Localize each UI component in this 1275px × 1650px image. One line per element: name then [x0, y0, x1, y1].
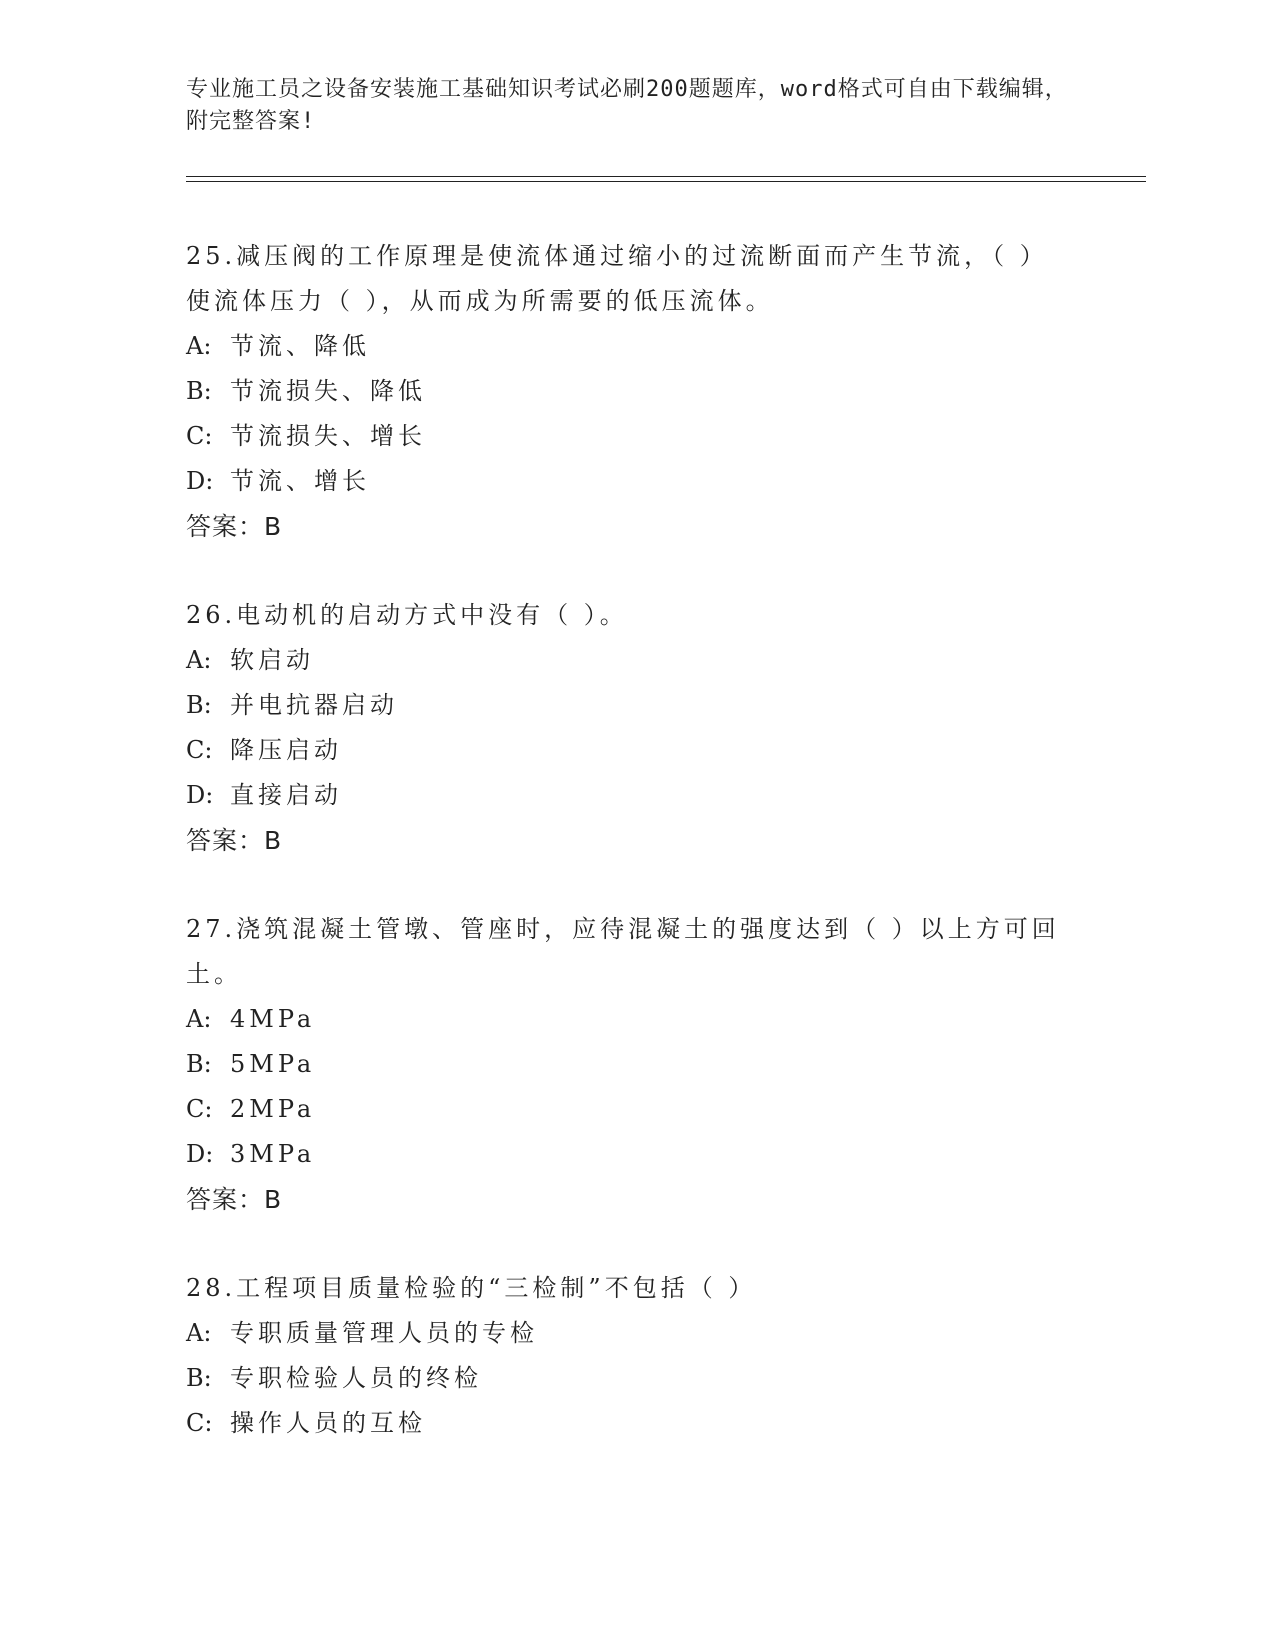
option-b — [186, 683, 1066, 728]
option-a — [186, 324, 1066, 369]
option-letter: A: — [186, 1005, 212, 1033]
option-letter: C: — [186, 1095, 213, 1123]
answer-label: 答案：B — [186, 826, 283, 855]
option-text: 4MPa — [230, 1005, 316, 1033]
option-a — [186, 997, 1066, 1042]
answer-label: 答案：B — [186, 1185, 283, 1214]
option-text: 专职质量管理人员的专检 — [230, 1319, 538, 1347]
option-letter: B: — [186, 691, 212, 719]
option-text: 5MPa — [230, 1050, 316, 1078]
answer-label: 答案：B — [186, 512, 283, 541]
header-divider-bottom — [186, 181, 1146, 182]
option-text: 降压启动 — [230, 736, 342, 764]
question-27 — [186, 907, 1066, 1222]
option-letter: D: — [186, 467, 214, 495]
option-c — [186, 1087, 1066, 1132]
option-letter: C: — [186, 1409, 213, 1437]
option-letter: B: — [186, 377, 212, 405]
document-header: 专业施工员之设备安装施工基础知识考试必刷200题题库，word格式可自由下载编辑，附完整答案! — [186, 77, 1068, 134]
header-divider-top — [186, 176, 1146, 177]
option-text: 直接启动 — [230, 781, 342, 809]
option-d — [186, 773, 1066, 818]
question-list — [186, 234, 1066, 1490]
option-text: 2MPa — [230, 1095, 316, 1123]
option-letter: A: — [186, 646, 212, 674]
question-text: 27.浇筑混凝土管墩、管座时，应待混凝土的强度达到（ ）以上方可回土。 — [186, 915, 1060, 988]
option-text: 专职检验人员的终检 — [230, 1364, 482, 1392]
question-26 — [186, 593, 1066, 863]
option-d — [186, 459, 1066, 504]
option-c — [186, 1401, 1066, 1446]
option-text: 节流、降低 — [230, 332, 370, 360]
option-b — [186, 1042, 1066, 1087]
option-letter: B: — [186, 1364, 212, 1392]
option-text: 节流、增长 — [230, 467, 370, 495]
option-b — [186, 1356, 1066, 1401]
question-text: 26.电动机的启动方式中没有（ ）。 — [186, 601, 628, 629]
option-a — [186, 638, 1066, 683]
question-text: 28.工程项目质量检验的“三检制”不包括（ ） — [186, 1274, 757, 1302]
option-text: 并电抗器启动 — [230, 691, 398, 719]
question-text: 25.减压阀的工作原理是使流体通过缩小的过流断面而产生节流，（ ）使流体压力（ ），从而成为所需要的低压流体。 — [186, 242, 1048, 315]
option-letter: A: — [186, 1319, 212, 1347]
option-text: 软启动 — [230, 646, 314, 674]
question-25 — [186, 234, 1066, 549]
option-text: 节流损失、降低 — [230, 377, 426, 405]
option-letter: C: — [186, 736, 213, 764]
option-letter: D: — [186, 1140, 214, 1168]
question-28 — [186, 1266, 1066, 1446]
option-text: 操作人员的互检 — [230, 1409, 426, 1437]
option-c — [186, 414, 1066, 459]
option-letter: A: — [186, 332, 212, 360]
option-a — [186, 1311, 1066, 1356]
option-letter: D: — [186, 781, 214, 809]
option-b — [186, 369, 1066, 414]
option-letter: B: — [186, 1050, 212, 1078]
option-d — [186, 1132, 1066, 1177]
option-letter: C: — [186, 422, 213, 450]
option-c — [186, 728, 1066, 773]
option-text: 节流损失、增长 — [230, 422, 426, 450]
option-text: 3MPa — [230, 1140, 316, 1168]
